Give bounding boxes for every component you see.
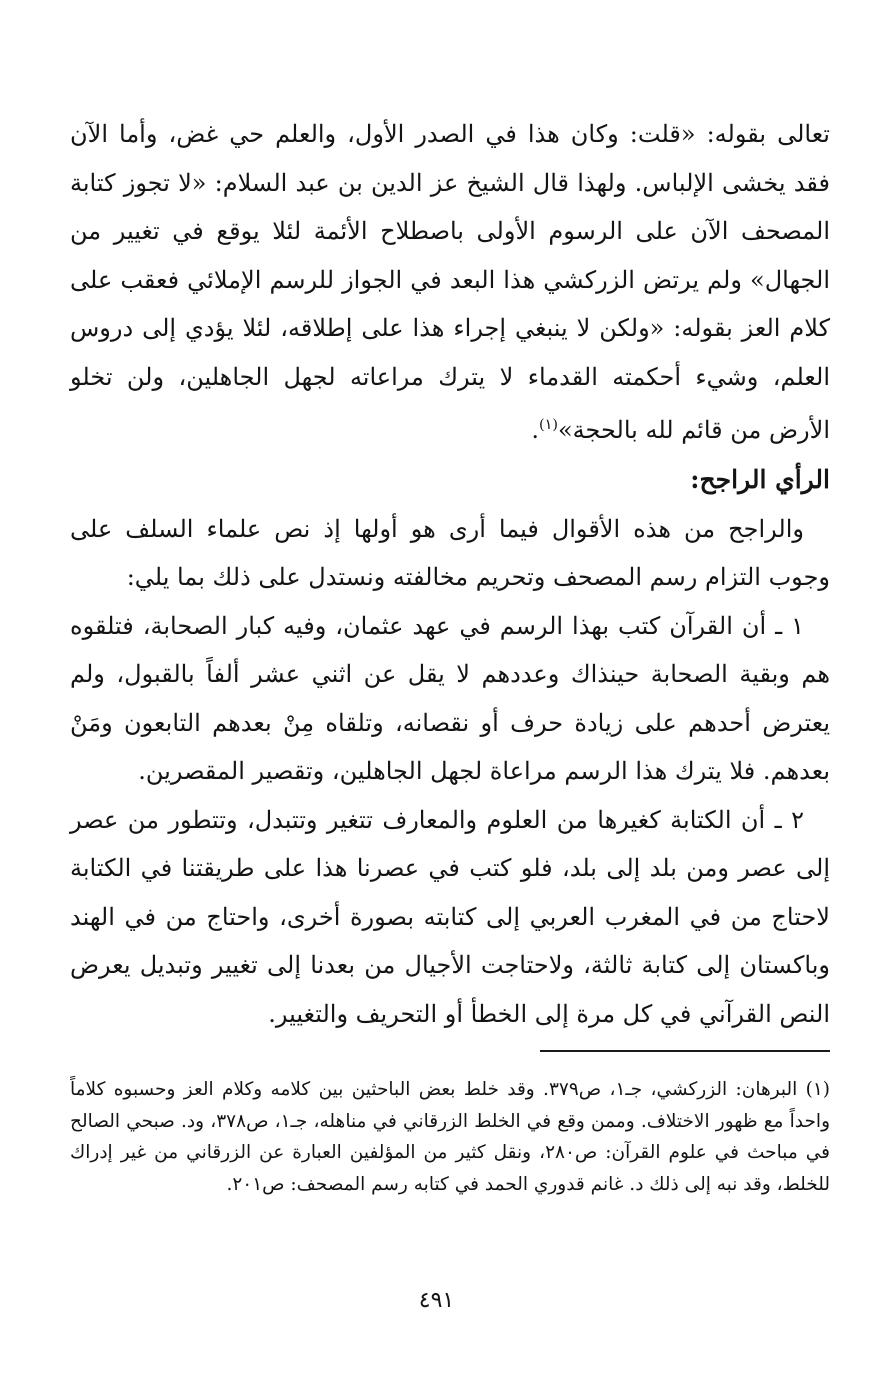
paragraph-intro: والراجح من هذه الأقوال فيما أرى هو أولها إذ نص علماء السلف على وجوب التزام رسم المصحف وتحريم مخالفته ونستدل على ذلك بما يلي:	[70, 514, 830, 591]
page-number: ٤٩١	[418, 1288, 455, 1313]
paragraph-continuation	[70, 110, 830, 455]
main-text	[70, 110, 830, 1038]
paragraph-text: تعالى بقوله: «قلت: وكان هذا في الصدر الأول، والعلم حي غض، وأما الآن فقد يخشى الإلباس. ولهذا قال الشيخ عز الدين بن عبد السلام: «لا تجوز كتابة المصحف الآن على الرسوم الأولى باصطلاح الأئمة لئلا يوقع في تغيير من الجهال» ولم يرتض الزركشي هذا البعد في الجواز للرسم الإملائي فعقب على كلام العز بقوله: «ولكن لا ينبغي إجراء هذا على إطلاقه، لئلا يؤدي إلى دروس العلم، وشيء أحكمته القدماء لا يترك مراعاته لجهل الجاهلين، ولن تخلو الأرض من قائم لله بالحجة»	[70, 120, 830, 444]
paragraph-end: .	[531, 416, 539, 444]
paragraph-point-1: ١ ـ أن القرآن كتب بهذا الرسم في عهد عثمان، وفيه كبار الصحابة، فتلقوه هم وبقية الصحابة حينذاك وعددهم لا يقل عن اثني عشر ألفاً بالقبول، ولم يعترض أحدهم على زيادة حرف أو نقصانه، وتلقاه مِنْ بعدهم التابعون ومَنْ بعدهم. فلا يترك هذا الرسم مراعاة لجهل الجاهلين، وتقصير المقصرين.	[70, 611, 830, 785]
footnote	[70, 1074, 830, 1200]
footnote-divider	[540, 1050, 830, 1052]
footnote-marker: (١)	[539, 417, 558, 433]
paragraph-point-2: ٢ ـ أن الكتابة كغيرها من العلوم والمعارف تتغير وتتبدل، وتتطور من عصر إلى عصر ومن بلد إلى بلد، فلو كتب في عصرنا هذا على طريقتنا في الكتابة لاحتاج من في المغرب العربي إلى كتابته بصورة أخرى، واحتاج من في الهند وباكستان إلى كتابة ثالثة، ولاحتاجت الأجيال من بعدنا إلى تغيير وتبديل يعرض النص القرآني في كل مرة إلى الخطأ أو التحريف والتغيير.	[70, 805, 830, 1028]
section-heading: الرأي الراجح:	[690, 464, 830, 494]
footnote-text: (١) البرهان: الزركشي، جـ١، ص٣٧٩. وقد خلط بعض الباحثين بين كلامه وكلام العز وحسبوه كلاماً واحداً مع ظهور الاختلاف. وممن وقع في الخلط الزرقاني في مناهله، جـ١، ص٣٧٨، ود. صبحي الصالح في مباحث في علوم القرآن: ص٢٨٠، ونقل كثير من المؤلفين العبارة عن الزرقاني من غير إدراك للخلط، وقد نبه إلى ذلك د. غانم قدوري الحمد في كتابه رسم المصحف: ص٢٠١.	[70, 1079, 831, 1195]
